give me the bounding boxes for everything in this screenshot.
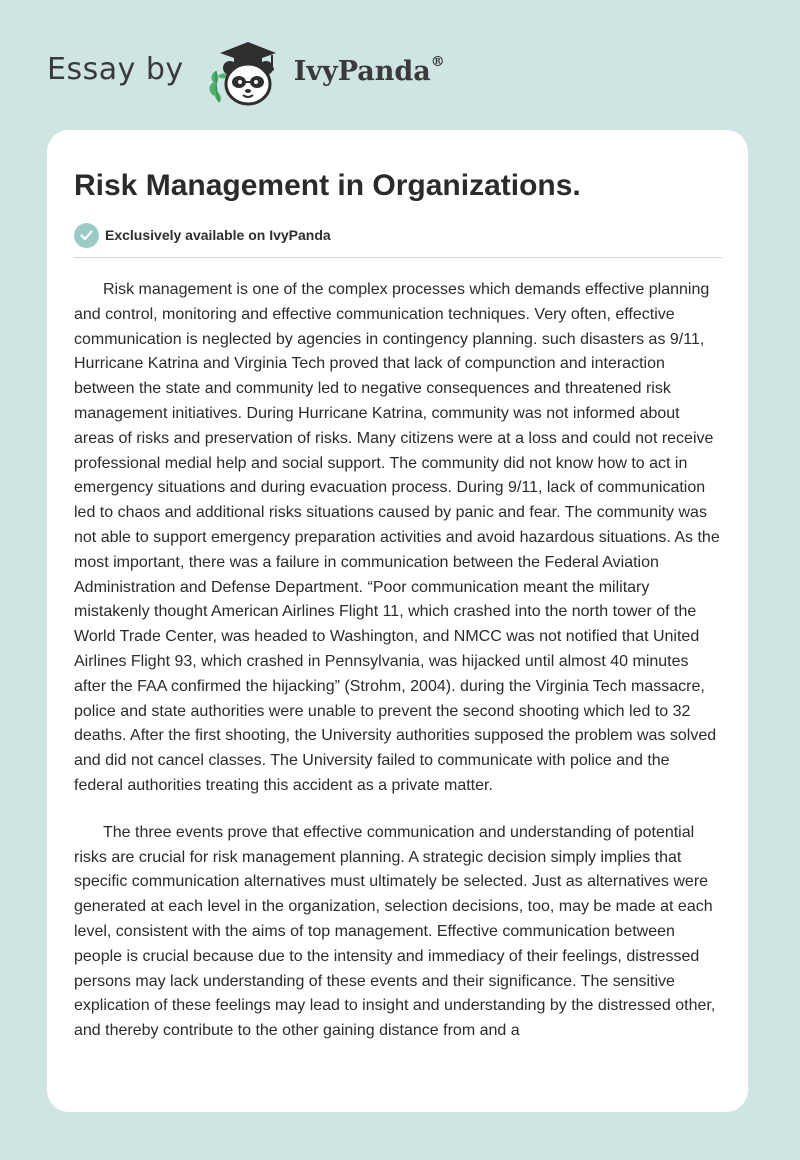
exclusive-label: Exclusively available on IvyPanda bbox=[105, 227, 331, 243]
essay-body bbox=[74, 278, 722, 1044]
divider bbox=[74, 257, 722, 258]
paragraph: The three events prove that effective communication and understanding of potential risks are crucial for risk management planning. A strategic decision simply implies that specific communication alternatives must ultimately be selected. Just as alternatives were generated at each level in the organization, selection decisions, too, may be made at each level, consistent with the aims of top management. Effective communication between people is crucial because due to the intensity and immediacy of their feelings, distressed persons may lack understanding of these events and their significance. The sensitive explication of these feelings may lead to insight and understanding by the distressed other, and thereby contribute to the other gaining distance from and a bbox=[74, 823, 716, 1040]
paragraph: Risk management is one of the complex processes which demands effective planning and control, monitoring and effective communication techniques. Very often, effective communication is neglected by agencies in contingency planning. such disasters as 9/11, Hurricane Katrina and Virginia Tech proved that lack of compunction and interaction between the state and community led to negative consequences and threatened risk management initiatives. During Hurricane Katrina, community was not informed about areas of risks and preservation of risks. Many citizens were at a loss and could not receive professional medial help and social support. The community did not know how to act in emergency situations and during evacuation process. During 9/11, lack of communication led to chaos and additional risks situations caused by panic and fear. The community was not able to support emergency preparation activities and avoid hazardous situations. As the most important, there was a failure in communication between the Federal Aviation Administration and Defense Department. “Poor communication meant the military mistakenly thought American Airlines Flight 11, which crashed into the north tower of the World Trade Center, was headed to Washington, and NMCC was not notified that United Airlines Flight 93, which crashed in Pennsylvania, was hijacked until almost 40 minutes after the FAA confirmed the hijacking” (Strohm, 2004). during the Virginia Tech massacre, police and state authorities were unable to prevent the second shooting which led to 32 deaths. After the first shooting, the University authorities supposed the problem was solved and did not cancel classes. The University failed to communicate with police and the federal authorities treating this accident as a private matter. bbox=[74, 281, 720, 794]
page-title: Risk Management in Organizations. bbox=[74, 169, 581, 202]
essay-card bbox=[47, 130, 748, 1112]
brand-name[interactable]: IvyPanda® bbox=[293, 53, 445, 87]
registered-mark: ® bbox=[430, 53, 445, 70]
exclusive-badge bbox=[74, 222, 722, 248]
essay-by-label: Essay by bbox=[47, 51, 184, 87]
panda-logo-icon[interactable] bbox=[198, 38, 290, 108]
check-icon bbox=[74, 223, 99, 248]
site-header bbox=[47, 38, 445, 108]
